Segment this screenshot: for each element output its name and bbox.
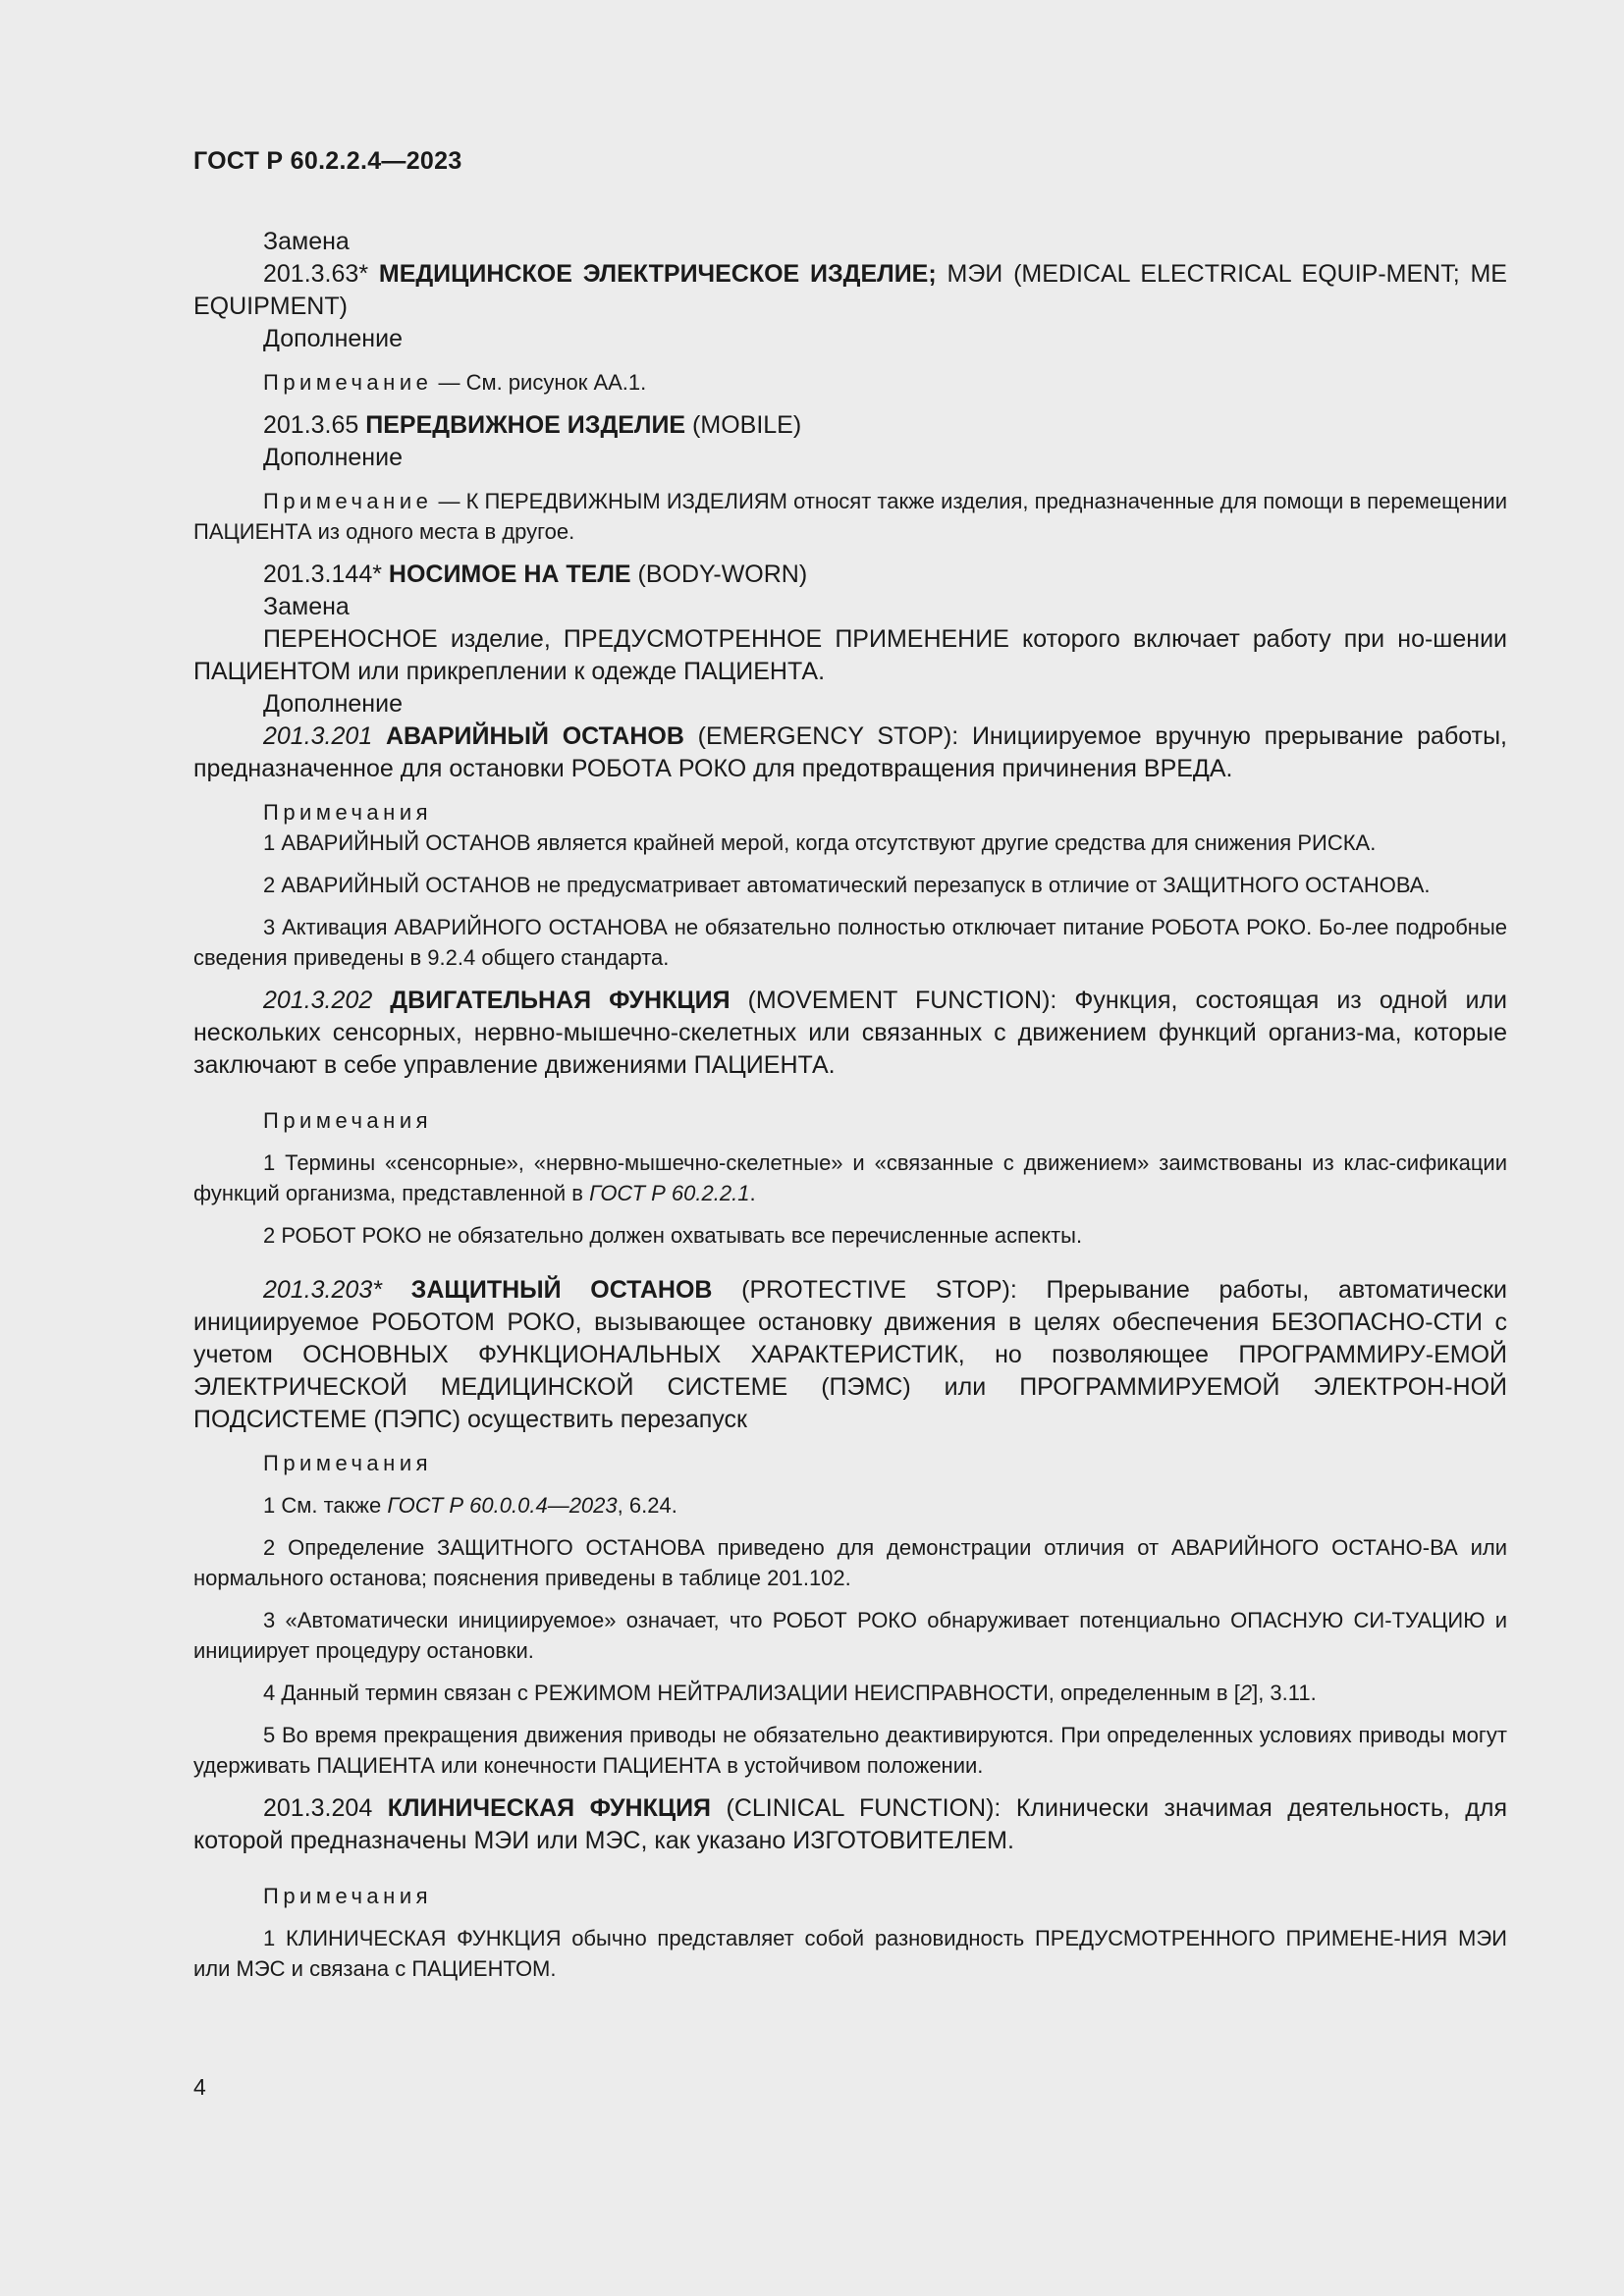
body-paragraph bbox=[193, 721, 1507, 785]
body-paragraph bbox=[193, 559, 1507, 591]
reference-text: 201.3.202 bbox=[263, 987, 373, 1014]
note-paragraph bbox=[193, 870, 1507, 900]
paragraph-text: Дополнение bbox=[263, 444, 403, 471]
note-paragraph bbox=[193, 1490, 1507, 1521]
paragraph-text: (PROTECTIVE STOP): Прерывание работы, автоматически инициируемое РОБОТОМ РОКО, вызывающее остановку движения в целях обеспечения БЕЗОПАСНО-СТИ с учетом ОСНОВНЫХ ФУНКЦИОНАЛЬНЫХ ХАРАКТЕРИСТИК, но позволяющее ПРОГРАММИРУ-ЕМОЙ ЭЛЕКТРИЧЕСКОЙ МЕДИЦИНСКОЙ СИСТЕМЕ (ПЭМС) или ПРОГРАММИРУЕМОЙ ЭЛЕКТРОН-НОЙ ПОДСИСТЕМЕ (ПЭПС) осуществить перезапуск bbox=[193, 1276, 1507, 1433]
paragraph-text: 3 Активация АВАРИЙНОГО ОСТАНОВА не обязательно полностью отключает питание РОБОТА РОКО. Бо-лее подробные сведения приведены в 9.2.4 общего стандарта. bbox=[193, 915, 1507, 970]
page-number: 4 bbox=[193, 2074, 206, 2100]
note-paragraph bbox=[193, 797, 1507, 828]
paragraph-text: 201.3.144* bbox=[263, 561, 389, 588]
note-paragraph bbox=[193, 1105, 1507, 1136]
note-label: Примечание bbox=[263, 370, 433, 395]
term-title: КЛИНИЧЕСКАЯ ФУНКЦИЯ bbox=[387, 1794, 712, 1822]
paragraph-text: (MOVEMENT FUNCTION): Функция, состоящая из одной или нескольких сенсорных, нервно-мышечно-скелетных или связанных с движением функций организ-ма, которые заключают в себе управление движениями ПАЦИЕНТА. bbox=[193, 987, 1507, 1079]
body-paragraph bbox=[193, 1792, 1507, 1857]
term-title: НОСИМОЕ НА ТЕЛЕ bbox=[388, 561, 631, 588]
note-label: Примечания bbox=[263, 1108, 433, 1133]
body-paragraph bbox=[193, 591, 1507, 623]
term-title: ЗАЩИТНЫЙ ОСТАНОВ bbox=[410, 1276, 713, 1304]
paragraph-text: 2 Определение ЗАЩИТНОГО ОСТАНОВА приведено для демонстрации отличия от АВАРИЙНОГО ОСТАНО-ВА или нормального останова; пояснения приведены в таблице 201.102. bbox=[193, 1535, 1507, 1590]
reference-text: ГОСТ Р 60.0.0.4—2023 bbox=[387, 1493, 618, 1518]
paragraph-text: (BODY-WORN) bbox=[630, 561, 808, 588]
reference-text: ГОСТ Р 60.2.2.1 bbox=[589, 1181, 750, 1205]
document-header: ГОСТ Р 60.2.2.4—2023 bbox=[193, 147, 462, 175]
note-label: Примечания bbox=[263, 1451, 433, 1475]
term-title: ПЕРЕДВИЖНОЕ ИЗДЕЛИЕ bbox=[365, 411, 686, 439]
body-paragraph bbox=[193, 688, 1507, 721]
term-title: АВАРИЙНЫЙ ОСТАНОВ bbox=[385, 722, 684, 750]
paragraph-text: 5 Во время прекращения движения приводы не обязательно деактивируются. При определенных условиях приводы могут удерживать ПАЦИЕНТА или конечности ПАЦИЕНТА в устойчивом положении. bbox=[193, 1723, 1507, 1778]
body-paragraph bbox=[193, 323, 1507, 355]
document-body bbox=[193, 226, 1507, 1984]
note-paragraph bbox=[193, 1448, 1507, 1478]
paragraph-text bbox=[372, 722, 386, 750]
note-paragraph bbox=[193, 1605, 1507, 1666]
paragraph-text: Дополнение bbox=[263, 325, 403, 352]
body-paragraph bbox=[193, 442, 1507, 474]
body-paragraph bbox=[193, 226, 1507, 258]
paragraph-text: 201.3.204 bbox=[263, 1794, 388, 1822]
note-paragraph bbox=[193, 912, 1507, 973]
note-paragraph bbox=[193, 1678, 1507, 1708]
reference-text: 201.3.201 bbox=[263, 722, 373, 750]
paragraph-text: ], 3.11. bbox=[1252, 1681, 1317, 1705]
note-paragraph bbox=[193, 828, 1507, 858]
note-paragraph bbox=[193, 1720, 1507, 1781]
body-paragraph bbox=[193, 985, 1507, 1082]
paragraph-text: 1 КЛИНИЧЕСКАЯ ФУНКЦИЯ обычно представляет собой разновидность ПРЕДУСМОТРЕННОГО ПРИМЕНЕ-НИЯ МЭИ или МЭС и связана с ПАЦИЕНТОМ. bbox=[193, 1926, 1507, 1981]
note-paragraph bbox=[193, 367, 1507, 398]
note-paragraph bbox=[193, 486, 1507, 547]
paragraph-text: — См. рисунок АА.1. bbox=[432, 370, 647, 395]
paragraph-text: МЭИ (MEDICAL ELECTRICAL EQUIP-MENT; ME EQUIPMENT) bbox=[193, 260, 1507, 320]
paragraph-text: Дополнение bbox=[263, 690, 403, 718]
paragraph-text: Замена bbox=[263, 593, 350, 620]
paragraph-text: (EMERGENCY STOP): Инициируемое вручную прерывание работы, предназначенное для остановки РОБОТА РОКО для предотвращения причинения ВРЕДА. bbox=[193, 722, 1507, 782]
note-paragraph bbox=[193, 1148, 1507, 1208]
body-paragraph bbox=[193, 409, 1507, 442]
paragraph-text: Замена bbox=[263, 228, 350, 255]
paragraph-text: 201.3.63* bbox=[263, 260, 379, 288]
term-title: МЕДИЦИНСКОЕ ЭЛЕКТРИЧЕСКОЕ ИЗДЕЛИЕ; bbox=[378, 260, 937, 288]
reference-text: 2 bbox=[1239, 1681, 1253, 1705]
paragraph-text bbox=[382, 1276, 411, 1304]
paragraph-text: 201.3.65 bbox=[263, 411, 366, 439]
body-paragraph bbox=[193, 623, 1507, 688]
paragraph-text: 1 См. также bbox=[263, 1493, 388, 1518]
note-paragraph bbox=[193, 1923, 1507, 1984]
paragraph-text: (CLINICAL FUNCTION): Клинически значимая деятельность, для которой предназначены МЭИ или МЭС, как указано ИЗГОТОВИТЕЛЕМ. bbox=[193, 1794, 1508, 1854]
paragraph-text: 1 Термины «сенсорные», «нервно-мышечно-скелетные» и «связанные с движением» заимствованы из клас-сификации функций организма, представленной в bbox=[193, 1150, 1507, 1205]
note-paragraph bbox=[193, 1532, 1507, 1593]
paragraph-text: , 6.24. bbox=[617, 1493, 677, 1518]
term-title: ДВИГАТЕЛЬНАЯ ФУНКЦИЯ bbox=[390, 987, 731, 1014]
paragraph-text: 1 АВАРИЙНЫЙ ОСТАНОВ является крайней мерой, когда отсутствуют другие средства для снижения РИСКА. bbox=[263, 830, 1377, 855]
paragraph-text: 4 Данный термин связан с РЕЖИМОМ НЕЙТРАЛИЗАЦИИ НЕИСПРАВНОСТИ, определенным в [ bbox=[263, 1681, 1240, 1705]
body-paragraph bbox=[193, 1274, 1507, 1436]
body-paragraph bbox=[193, 258, 1507, 323]
note-paragraph bbox=[193, 1220, 1507, 1251]
paragraph-text: (MOBILE) bbox=[685, 411, 802, 439]
paragraph-text: 2 АВАРИЙНЫЙ ОСТАНОВ не предусматривает автоматический перезапуск в отличие от ЗАЩИТНОГО ОСТАНОВА. bbox=[263, 873, 1431, 897]
paragraph-text: 3 «Автоматически инициируемое» означает, что РОБОТ РОКО обнаруживает потенциально ОПАСНУЮ СИ-ТУАЦИЮ и инициирует процедуру остановки. bbox=[193, 1608, 1507, 1663]
note-label: Примечание bbox=[263, 489, 433, 513]
paragraph-text: 2 РОБОТ РОКО не обязательно должен охватывать все перечисленные аспекты. bbox=[263, 1223, 1083, 1248]
paragraph-text: — К ПЕРЕДВИЖНЫМ ИЗДЕЛИЯМ относят также изделия, предназначенные для помощи в перемещении ПАЦИЕНТА из одного места в другое. bbox=[193, 489, 1507, 544]
paragraph-text bbox=[372, 987, 390, 1014]
note-label: Примечания bbox=[263, 1884, 433, 1908]
note-paragraph bbox=[193, 1881, 1507, 1911]
note-label: Примечания bbox=[263, 800, 433, 825]
reference-text: 201.3.203* bbox=[263, 1276, 382, 1304]
paragraph-text: . bbox=[749, 1181, 756, 1205]
paragraph-text: ПЕРЕНОСНОЕ изделие, ПРЕДУСМОТРЕННОЕ ПРИМЕНЕНИЕ которого включает работу при но-шении ПАЦИЕНТОМ или прикреплении к одежде ПАЦИЕНТА. bbox=[193, 625, 1507, 685]
